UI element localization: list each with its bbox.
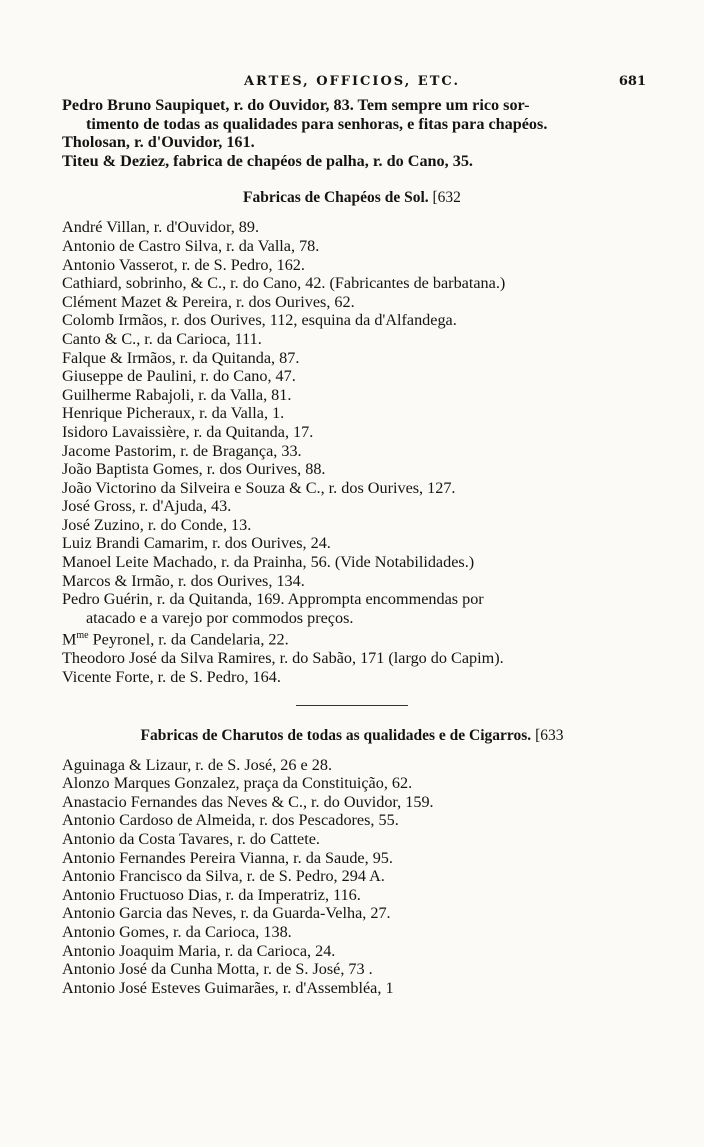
entry-line: Anastacio Fernandes das Neves & C., r. do Ouvidor, 159. xyxy=(62,792,434,811)
entry-text: Peyronel, r. da Candelaria, 22. xyxy=(88,630,289,649)
entry-line: Antonio Gomes, r. da Carioca, 138. xyxy=(62,922,292,941)
entry-line: Tholosan, r. d'Ouvidor, 161. xyxy=(62,133,255,152)
entry-line: Guilherme Rabajoli, r. da Valla, 81. xyxy=(62,385,292,404)
entry-line: Antonio Francisco da Silva, r. de S. Pedro, 294 A. xyxy=(62,867,385,886)
entry-line: Cathiard, sobrinho, & C., r. do Cano, 42. (Fabricantes de barbatana.) xyxy=(62,274,506,293)
entry-line: Vicente Forte, r. de S. Pedro, 164. xyxy=(62,668,281,687)
entry-continuation: atacado e a varejo por commodos preços. xyxy=(86,608,354,627)
entry-superscript: me xyxy=(76,630,89,642)
running-head xyxy=(62,74,646,96)
entry-line: Clément Mazet & Pereira, r. dos Ourives, 62. xyxy=(62,292,355,311)
entry-line: Antonio Vasserot, r. de S. Pedro, 162. xyxy=(62,255,305,274)
section-number: [632 xyxy=(432,189,461,207)
section-heading-632 xyxy=(62,188,642,208)
section-title: Fabricas de Charutos de todas as qualidades e de Cigarros. xyxy=(140,726,532,744)
entry-line: Antonio Cardoso de Almeida, r. dos Pescadores, 55. xyxy=(62,811,399,830)
document-page xyxy=(62,74,646,997)
entry-line: João Baptista Gomes, r. dos Ourives, 88. xyxy=(62,460,326,479)
entry-line: Falque & Irmãos, r. da Quitanda, 87. xyxy=(62,348,300,367)
entry-line: Isidoro Lavaissière, r. da Quitanda, 17. xyxy=(62,422,314,441)
entry-line: André Villan, r. d'Ouvidor, 89. xyxy=(62,218,260,237)
entry-line: Jacome Pastorim, r. de Bragança, 33. xyxy=(62,441,302,460)
section-title: Fabricas de Chapéos de Sol. xyxy=(243,189,429,207)
entry-line: Pedro Bruno Saupiquet, r. do Ouvidor, 83. Tem sempre um rico sor- xyxy=(62,96,530,114)
entry-prefix: M xyxy=(62,630,77,649)
entry-line: Luiz Brandi Camarim, r. dos Ourives, 24. xyxy=(62,534,331,553)
entry-line: Manoel Leite Machado, r. da Prainha, 56. (Vide Notabilidades.) xyxy=(62,553,475,572)
entry-line: Henrique Picheraux, r. da Valla, 1. xyxy=(62,404,285,423)
entry-line: Antonio da Costa Tavares, r. do Cattete. xyxy=(62,829,320,848)
entry-line xyxy=(62,627,642,649)
entry-line: Giuseppe de Paulini, r. do Cano, 47. xyxy=(62,367,296,386)
running-head-title: ARTES, OFFICIOS, ETC. xyxy=(243,74,461,89)
entry-line: Antonio José Esteves Guimarães, r. d'Assembléa, 1 xyxy=(62,978,394,997)
entry-line: Marcos & Irmão, r. dos Ourives, 134. xyxy=(62,571,305,590)
entry-line: João Victorino da Silveira e Souza & C., r. dos Ourives, 127. xyxy=(62,478,456,497)
entry-line: Antonio Fructuoso Dias, r. da Imperatriz, 116. xyxy=(62,885,361,904)
entry-line: Alonzo Marques Gonzalez, praça da Constituição, 62. xyxy=(62,774,413,793)
entry-line: José Gross, r. d'Ajuda, 43. xyxy=(62,497,232,516)
entry-line: Aguinaga & Lizaur, r. de S. José, 26 e 28. xyxy=(62,755,332,774)
entry-line: Pedro Guérin, r. da Quitanda, 169. Apprompta encommendas por xyxy=(62,590,484,609)
section-divider xyxy=(296,705,408,706)
entry-continuation: timento de todas as qualidades para senhoras, e fitas para chapéos. xyxy=(86,114,548,133)
entry-line: Theodoro José da Silva Ramires, r. do Sabão, 171 (largo do Capim). xyxy=(62,649,504,668)
entry-line: Titeu & Deziez, fabrica de chapéos de palha, r. do Cano, 35. xyxy=(62,151,473,170)
entry-line: Antonio Joaquim Maria, r. da Carioca, 24. xyxy=(62,941,336,960)
entry-line: Antonio de Castro Silva, r. da Valla, 78. xyxy=(62,236,320,255)
page-number: 681 xyxy=(618,74,646,89)
entry-line: Antonio José da Cunha Motta, r. de S. José, 73 . xyxy=(62,960,373,979)
entry-line: Colomb Irmãos, r. dos Ourives, 112, esquina da d'Alfandega. xyxy=(62,311,457,330)
entry-line: Canto & C., r. da Carioca, 111. xyxy=(62,329,262,348)
section-number: [633 xyxy=(535,726,564,744)
entry-line: José Zuzino, r. do Conde, 13. xyxy=(62,515,252,534)
entry-line: Antonio Fernandes Pereira Vianna, r. da Saude, 95. xyxy=(62,848,393,867)
entry-line: Antonio Garcia das Neves, r. da Guarda-Velha, 27. xyxy=(62,904,391,923)
section-heading-633 xyxy=(62,726,642,746)
